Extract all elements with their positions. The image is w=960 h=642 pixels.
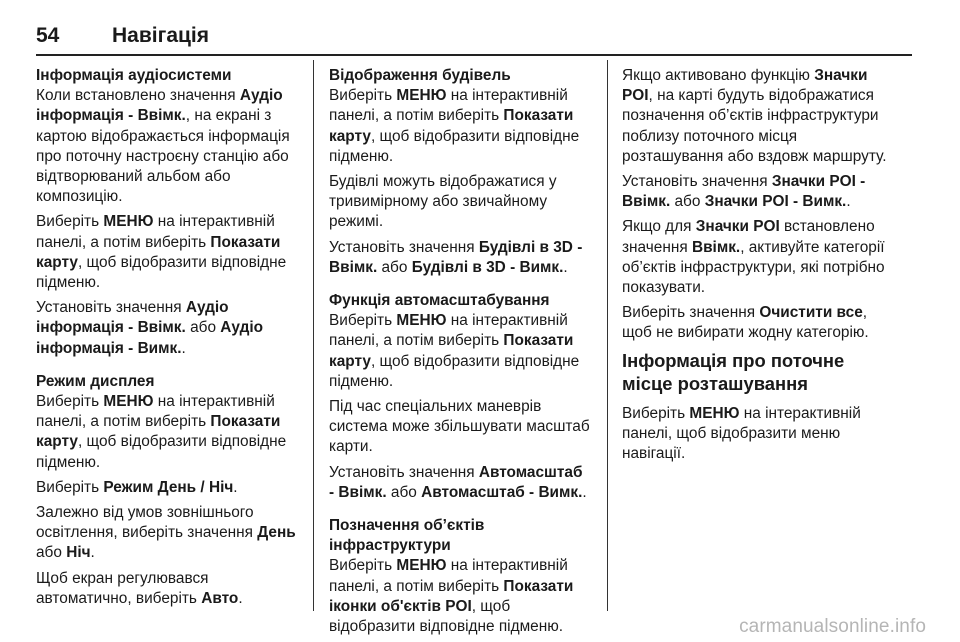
text: Коли встановлено значення — [36, 87, 240, 105]
bold-text: Значки POI - Вимк. — [704, 193, 847, 211]
bold-text: Показати карту — [329, 332, 574, 370]
paragraph — [622, 66, 892, 167]
paragraph — [36, 503, 298, 564]
text: , щоб відобразити відповідне підменю. — [36, 433, 287, 471]
bold-text: Аудіо інформація - Вимк. — [36, 319, 264, 357]
paragraph — [36, 569, 298, 609]
text: або — [377, 258, 412, 276]
paragraph — [36, 478, 298, 498]
paragraph — [329, 556, 591, 637]
text: , на екрані з картою відображається інформація про поточну настроєну станцію або відтворюваний альбом або композицію. — [36, 107, 290, 206]
bold-text: Значки POI — [695, 218, 780, 236]
text: Якщо для — [622, 218, 696, 236]
bold-text: МЕНЮ — [396, 87, 447, 105]
watermark: carmanualsonline.info — [739, 616, 926, 637]
text: , на карті будуть відображатися позначення об’єктів інфраструктури поблизу поточного місця розташування або вздовж маршруту. — [622, 87, 887, 165]
bold-text: Ввімк. — [691, 238, 741, 256]
bold-text: Значки POI - Ввімк. — [622, 173, 866, 211]
bold-text: Будівлі в 3D - Вимк. — [411, 258, 564, 276]
page-header — [36, 24, 209, 54]
paragraph — [329, 238, 591, 278]
bold-text: Авто — [201, 589, 239, 607]
section-heading-poi: Позначення об’єктів інфраструктури — [329, 517, 485, 555]
text: . — [846, 193, 851, 211]
text: на інтерактивній панелі, а потім виберіть — [36, 213, 275, 251]
text: встановлено значення — [622, 218, 875, 256]
text: . — [181, 339, 186, 357]
text: на інтерактивній панелі, щоб відобразити меню навігації. — [622, 404, 861, 463]
section-heading-buildings: Відображення будівель — [329, 67, 511, 84]
text: на інтерактивній панелі, а потім виберіть — [329, 87, 568, 125]
text: . — [563, 258, 568, 276]
paragraph — [36, 212, 298, 293]
text: на інтерактивній панелі, а потім виберіть — [329, 557, 568, 595]
column-1 — [36, 66, 298, 614]
text: Виберіть — [329, 557, 397, 575]
paragraph — [622, 404, 892, 465]
bold-text: Значки POI — [622, 67, 868, 105]
text: Залежно від умов зовнішнього освітлення, виберіть значення — [36, 504, 258, 542]
bold-text: МЕНЮ — [396, 312, 447, 330]
text: . — [90, 544, 95, 562]
chapter-title: Навігація — [112, 24, 210, 47]
bold-text: Аудіо інформація - Ввімк. — [36, 299, 229, 337]
text: , щоб не вибирати жодну категорію. — [622, 304, 869, 342]
column-divider-1 — [313, 60, 314, 611]
section-heading-current-location: Інформація про поточне місце розташування — [622, 349, 845, 394]
text: Виберіть — [329, 87, 397, 105]
bold-text: Показати карту — [36, 233, 281, 271]
text: Установіть значення — [36, 299, 186, 317]
bold-text: Будівлі в 3D - Ввімк. — [329, 238, 583, 276]
paragraph — [36, 86, 298, 207]
text: Щоб екран регулювався автоматично, виберіть — [36, 569, 209, 607]
text: Виберіть — [36, 213, 104, 231]
text: або — [185, 319, 221, 337]
paragraph — [622, 303, 892, 343]
section-heading-autozoom: Функція автомасштабування — [329, 292, 550, 310]
text: на інтерактивній панелі, а потім виберіть — [36, 393, 275, 431]
text: Виберіть — [36, 478, 104, 496]
text: або — [36, 544, 67, 562]
paragraph — [36, 298, 298, 359]
bold-text: Показати карту — [329, 107, 574, 145]
section-heading-audio-info: Інформація аудіосистеми — [36, 67, 232, 84]
text: Установіть значення — [622, 173, 772, 191]
bold-text: Аудіо інформація - Ввімк. — [36, 87, 283, 125]
text: Виберіть значення — [622, 304, 760, 322]
paragraph — [36, 392, 298, 473]
text: Виберіть — [36, 393, 104, 411]
text: , активуйте категорії об’єктів інфраструктури, які потрібно показувати. — [622, 238, 885, 297]
bold-text: Ніч — [66, 544, 91, 562]
text: або — [386, 483, 422, 501]
text: . — [233, 478, 238, 496]
text: , щоб відобразити відповідне підменю. — [329, 597, 564, 636]
paragraph — [329, 463, 591, 503]
column-2 — [329, 66, 591, 642]
paragraph — [622, 217, 892, 298]
bold-text: Автомасштаб - Вимк. — [421, 483, 583, 501]
bold-text: МЕНЮ — [103, 393, 154, 411]
paragraph — [329, 311, 591, 392]
text: Якщо активовано функцію — [622, 67, 815, 84]
bold-text: Режим День / Ніч — [103, 478, 234, 496]
paragraph — [329, 86, 591, 167]
text: або — [670, 193, 705, 211]
text: . — [238, 589, 243, 607]
header-rule — [36, 54, 912, 56]
text: Виберіть — [329, 312, 397, 330]
paragraph: Будівлі можуть відображатися у тривимірному або звичайному режимі. — [329, 173, 557, 231]
text: . — [582, 483, 587, 501]
paragraph — [622, 172, 892, 212]
bold-text: Очистити все — [759, 304, 863, 322]
bold-text: День — [257, 524, 296, 542]
section-heading-display-mode: Режим дисплея — [36, 372, 155, 390]
bold-text: Показати карту — [36, 413, 281, 451]
bold-text: МЕНЮ — [396, 557, 447, 575]
text: , щоб відобразити відповідне підменю. — [329, 127, 580, 165]
text: , щоб відобразити відповідне підменю. — [36, 253, 287, 292]
bold-text: Показати іконки об'єктів POI — [329, 577, 574, 615]
bold-text: МЕНЮ — [689, 404, 740, 422]
page-number: 54 — [36, 24, 60, 47]
text: Установіть значення — [329, 463, 479, 481]
text: на інтерактивній панелі, а потім виберіть — [329, 312, 568, 350]
text: Виберіть — [622, 404, 690, 422]
bold-text: МЕНЮ — [103, 213, 154, 231]
column-3 — [622, 66, 892, 469]
text: Установіть значення — [329, 238, 479, 256]
paragraph: Під час спеціальних маневрів система може збільшувати масштаб карти. — [329, 398, 590, 456]
text: , щоб відобразити відповідне підменю. — [329, 352, 580, 390]
column-divider-2 — [607, 60, 608, 611]
bold-text: Автомасштаб - Ввімк. — [329, 463, 583, 501]
